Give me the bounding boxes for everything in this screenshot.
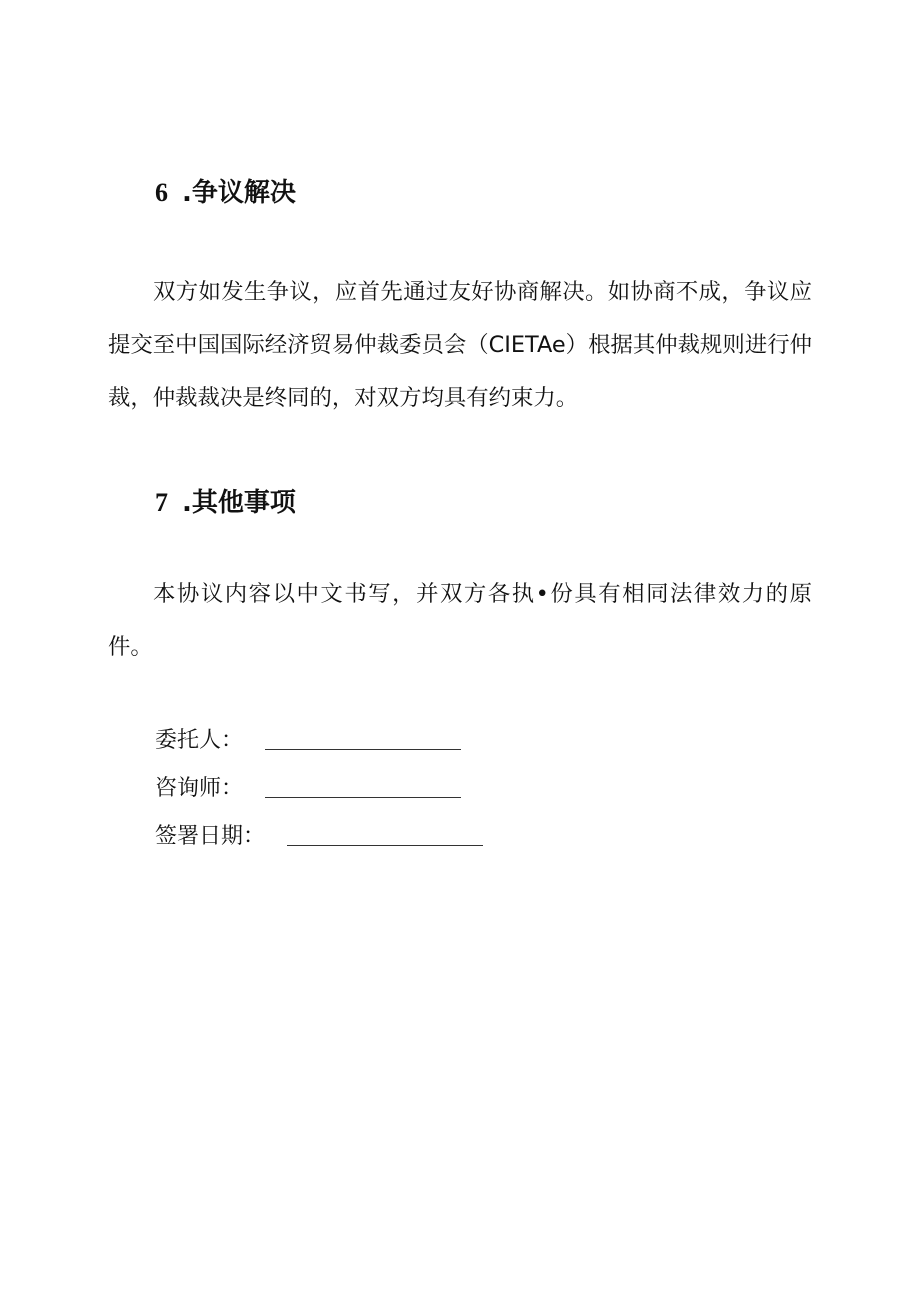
section-body-dispute: 双方如发生争议，应首先通过友好协商解决。如协商不成，争议应提交至中国国际经济贸易仲裁委员会（CIETAe）根据其仲裁规则进行仲裁，仲裁裁决是终同的，对双方均具有约束力。: [108, 279, 812, 411]
section-heading-other: [155, 482, 296, 519]
signature-line: [265, 748, 461, 750]
signature-label: 签署日期：: [155, 824, 266, 849]
signature-label: 咨询师：: [155, 776, 244, 801]
section-heading-dispute: [155, 172, 296, 209]
signature-row-client: [155, 724, 461, 754]
signature-line: [265, 796, 461, 798]
section-number: 7: [155, 488, 168, 517]
section-number: 6: [155, 178, 168, 207]
signature-label: 委托人：: [155, 728, 244, 753]
section-body-other: 本协议内容以中文书写，并双方各执•份具有相同法律效力的原件。: [108, 581, 812, 660]
signature-row-date: [155, 820, 483, 850]
section-title: .其他事项: [182, 488, 296, 518]
section-title: .争议解决: [182, 178, 296, 208]
signature-line: [287, 844, 483, 846]
signature-row-consultant: [155, 772, 461, 802]
